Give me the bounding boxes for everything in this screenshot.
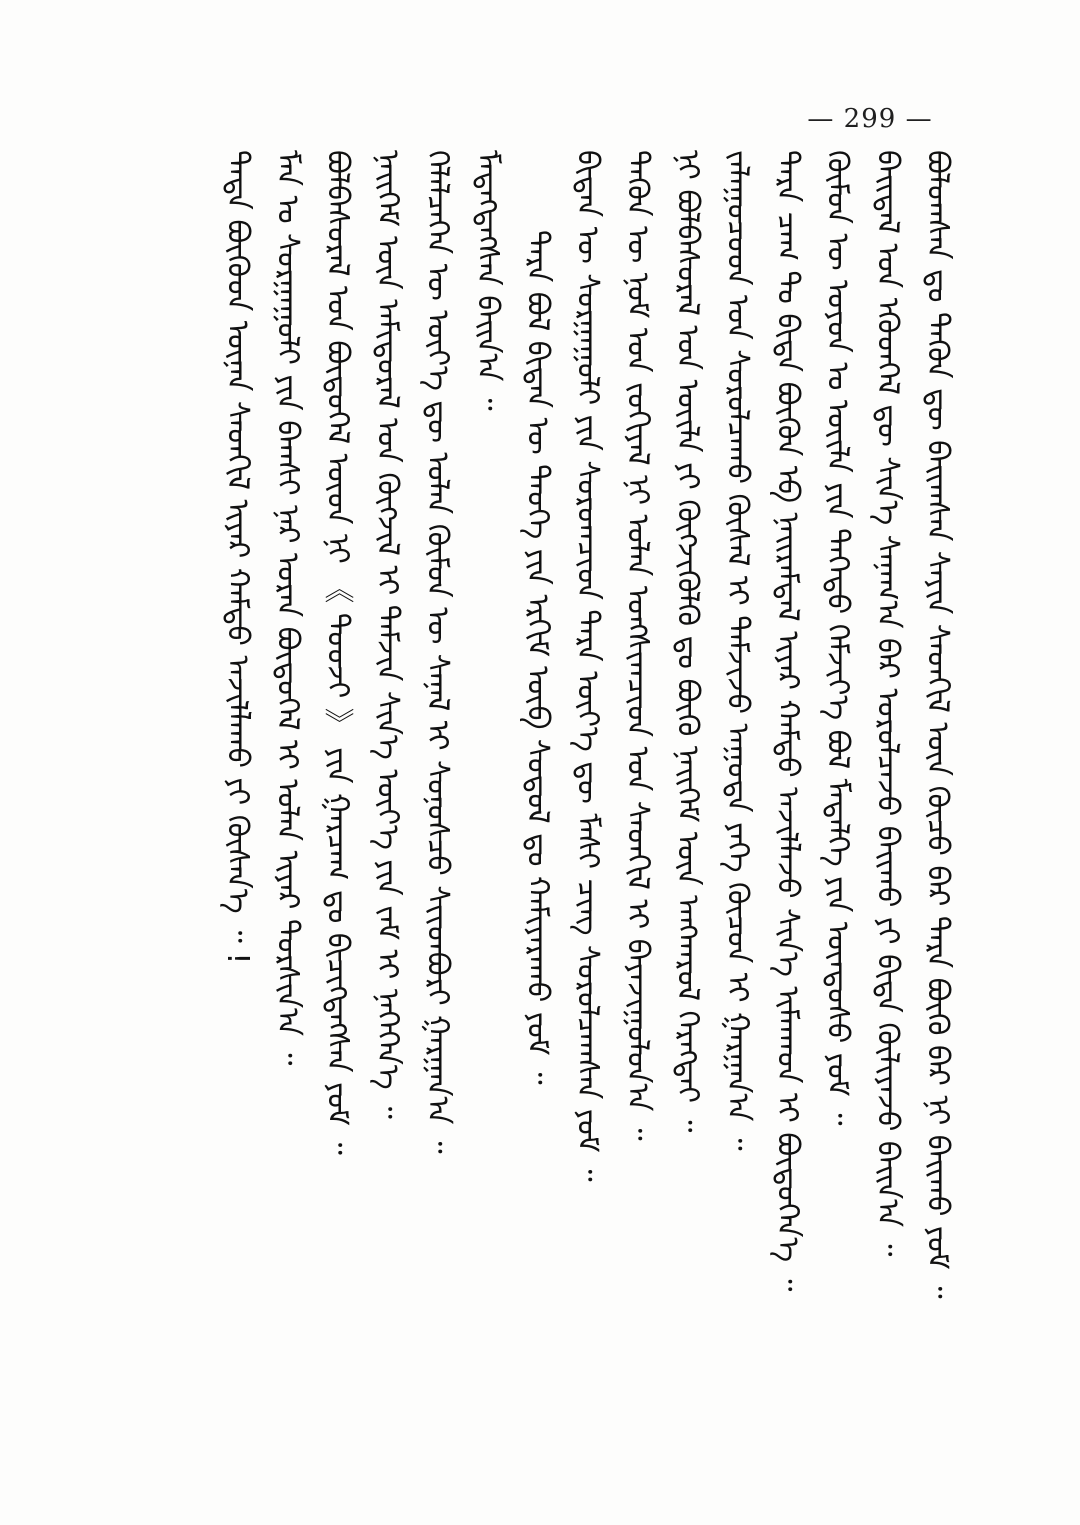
text-column-4: ᠲᠡᠷᠡ ᠴᠠᠭ ᠲᠤ ᠪᠢᠳᠡ ᠪᠦᠬᠦᠨ ᠡᠪ ᠨᠠᠢᠷᠠᠮᠳᠠᠯ ᠢᠶᠠᠷ ᠬᠠᠮᠲᠤ ᠠᠵᠢᠯᠯᠠᠵᠤ ᠰᠢᠨ᠎ᠡ ᠢᠮᠠᠬᠠᠳ ᠢ ᠪᠦᠲᠦᠭᠡᠨ᠎ᠡ ᠃	[770, 150, 805, 1292]
page-number: — 299 —	[807, 104, 933, 134]
text-column-2: ᠪᠠᠢᠳᠠᠯ ᠤᠨ ᠡᠭᠦᠳᠭᠡᠯ ᠳᠦ ᠰᠢᠨ᠎ᠡ ᠰᠠᠨᠠᠭ᠎ᠠ ᠪᠠᠷ ᠣᠷᠣᠯᠴᠠᠵᠤ ᠪᠠᠢᠬᠤ ᠶᠢ ᠪᠢᠳᠡ ᠬᠦᠯᠢᠶᠡᠵᠦ ᠪᠠᠢᠨ᠎ᠠ ᠃	[870, 150, 905, 1257]
text-column-9: ᠲᠡᠷᠡ ᠪᠣᠯ ᠪᠢᠳᠡᠨ ᠦ ᠲᠡᠦᠬᠡ ᠶᠢᠨ ᠡᠷᠬᠢᠮ ᠦᠪ ᠰᠤᠳᠤᠯ ᠳᠤ ᠬᠠᠮᠢᠶᠠᠷᠠᠬᠤ ᠶᠤᠮ ᠃	[520, 230, 555, 1085]
text-column-12: ᠨᠡᠢᠭᠡᠮ ᠦᠨ ᠠᠮᠢᠳᠤᠷᠠᠯ ᠤᠨ ᠬᠥᠭᠵᠢᠯ ᠢ ᠳᠡᠮᠵᠢᠨ ᠰᠢᠨ᠎ᠡ ᠦᠶ᠎ᠡ ᠶᠢᠨ ᠵᠠᠮ ᠢ ᠨᠡᠭᠡᠭᠡᠨ᠎ᠡ ᠃	[370, 150, 405, 1119]
text-column-6: ᠨᠢ ᠪᠣᠯᠪᠠᠰᠤᠷᠠᠯ ᠤᠨ ᠦᠢᠯᠡ ᠶᠢ ᠬᠥᠭᠵᠢᠭᠦᠯᠬᠦ ᠳᠤ ᠪᠦᠬᠦ ᠨᠡᠢᠭᠡᠮ ᠦᠨ ᠠᠩᠬᠠᠷᠤᠯ ᠬᠡᠷᠡᠭᠲᠡᠢ ᠃	[670, 150, 705, 1133]
text-column-10: ᠮᠡᠳᠡᠭᠳᠡᠭᠰᠡᠨ ᠪᠠᠢᠨ᠎ᠠ ᠃	[470, 150, 505, 411]
text-column-14: ᠮᠠᠨ ᠤ ᠰᠤᠷᠭᠠᠭᠤᠯᠢ ᠶᠢᠨ ᠪᠠᠭᠰᠢ ᠨᠠᠷ ᠤᠷᠠᠨ ᠪᠦᠲᠦᠭᠡᠯ ᠢ ᠣᠯᠠᠨ ᠢᠶᠠᠷ ᠲᠤᠷᠰᠢᠨ᠎ᠠ ᠃	[270, 150, 305, 1066]
text-column-13: ᠪᠣᠯᠪᠠᠰᠤᠷᠠᠯ ᠤᠨ ᠪᠦᠲᠦᠭᠡᠯ ᠦᠳ ᠨᠢ 《 ᠲᠤᠤᠵᠢ 》 ᠶᠢᠨ ᠭᠠᠷᠴᠠᠭ ᠳᠤ ᠪᠢᠴᠢᠭᠳᠡᠭᠰᠡᠨ ᠶᠤᠮ ᠃	[320, 150, 355, 1155]
text-column-7: ᠲᠡᠭᠦᠨ ᠦ ᠨᠣᠮ ᠤᠨ ᠵᠣᠬᠢᠶᠠᠯ ᠨᠢ ᠣᠯᠠᠨ ᠤᠩᠰᠢᠭᠴᠢᠳ ᠤᠨ ᠰᠡᠳᠬᠢᠯ ᠢ ᠪᠠᠶᠠᠵᠢᠭᠤᠯᠤᠨ᠎ᠠ ᠃	[620, 150, 655, 1141]
text-column-3: ᠬᠦᠮᠦᠨ ᠦ ᠣᠶᠤᠨ ᠤ ᠦᠢᠯᠡ ᠶᠢᠨ ᠳᠡᠭᠡᠳᠦ ᠬᠡᠮᠵᠢᠶ᠎ᠡ ᠪᠣᠯ ᠮᠡᠳᠡᠯᠭᠡ ᠶᠢᠨ ᠦᠨᠳᠦᠰᠦ ᠶᠤᠮ ᠃	[820, 150, 855, 1126]
text-column-8: ᠪᠢᠳᠡᠨ ᠦ ᠰᠤᠷᠭᠠᠭᠤᠯᠢ ᠶᠢᠨ ᠰᠤᠷᠤᠭᠴᠢᠳ ᠲᠡᠷᠡ ᠦᠶ᠎ᠡ ᠳᠦ ᠮᠠᠰᠢ ᠴᠢᠩ ᠰᠤᠷᠤᠯᠴᠠᠭᠰᠠᠨ ᠶᠤᠮ ᠃	[570, 150, 605, 1182]
text-column-1: ᠪᠣᠯᠤᠭᠰᠠᠨ ᠳᠤ ᠲᠡᠭᠦᠨ ᠳᠦ ᠪᠠᠢᠭᠰᠠᠨ ᠰᠠᠶᠢᠨ ᠰᠡᠳᠬᠢᠯ ᠦᠨ ᠬᠦᠴᠦ ᠪᠡᠷ ᠲᠡᠷᠡ ᠪᠦᠬᠦ ᠪᠡᠷ ᠨᠢ ᠪᠠᠢᠬᠤ ᠶᠤᠮ ᠃	[920, 150, 955, 1299]
vertical-text-block	[135, 150, 955, 1400]
text-column-15: ᠲᠡᠳᠡ ᠪᠦᠬᠦᠳ ᠦᠨᠡᠨ ᠰᠡᠳᠬᠢᠯ ᠢᠶᠠᠷ ᠬᠠᠮᠲᠤ ᠠᠵᠢᠯᠯᠠᠬᠤ ᠶᠢ ᠬᠦᠰᠡᠨ᠎ᠡ ᠃ !	[220, 150, 255, 965]
text-column-5: ᠵᠠᠯᠠᠭᠤᠴᠤᠳ ᠤᠨ ᠰᠤᠷᠤᠯᠴᠠᠬᠤ ᠬᠦᠰᠡᠯ ᠢ ᠳᠡᠮᠵᠢᠵᠦ ᠠᠭᠤᠳᠠ ᠶᠡᠬᠡ ᠬᠦᠴᠦᠨ ᠢ ᠭᠠᠷᠭᠠᠨ᠎ᠠ ᠃	[720, 150, 755, 1151]
text-column-11: ᠬᠡᠯᠡᠯᠴᠡᠭᠡᠨ ᠦ ᠦᠶ᠎ᠡ ᠳᠦ ᠣᠯᠠᠨ ᠬᠦᠮᠦᠨ ᠦ ᠰᠠᠨᠠᠯ ᠢ ᠰᠣᠨᠣᠰᠴᠤ ᠰᠢᠢᠳᠪᠦᠷᠢ ᠭᠠᠷᠭᠠᠨ᠎ᠠ ᠃	[420, 150, 455, 1154]
